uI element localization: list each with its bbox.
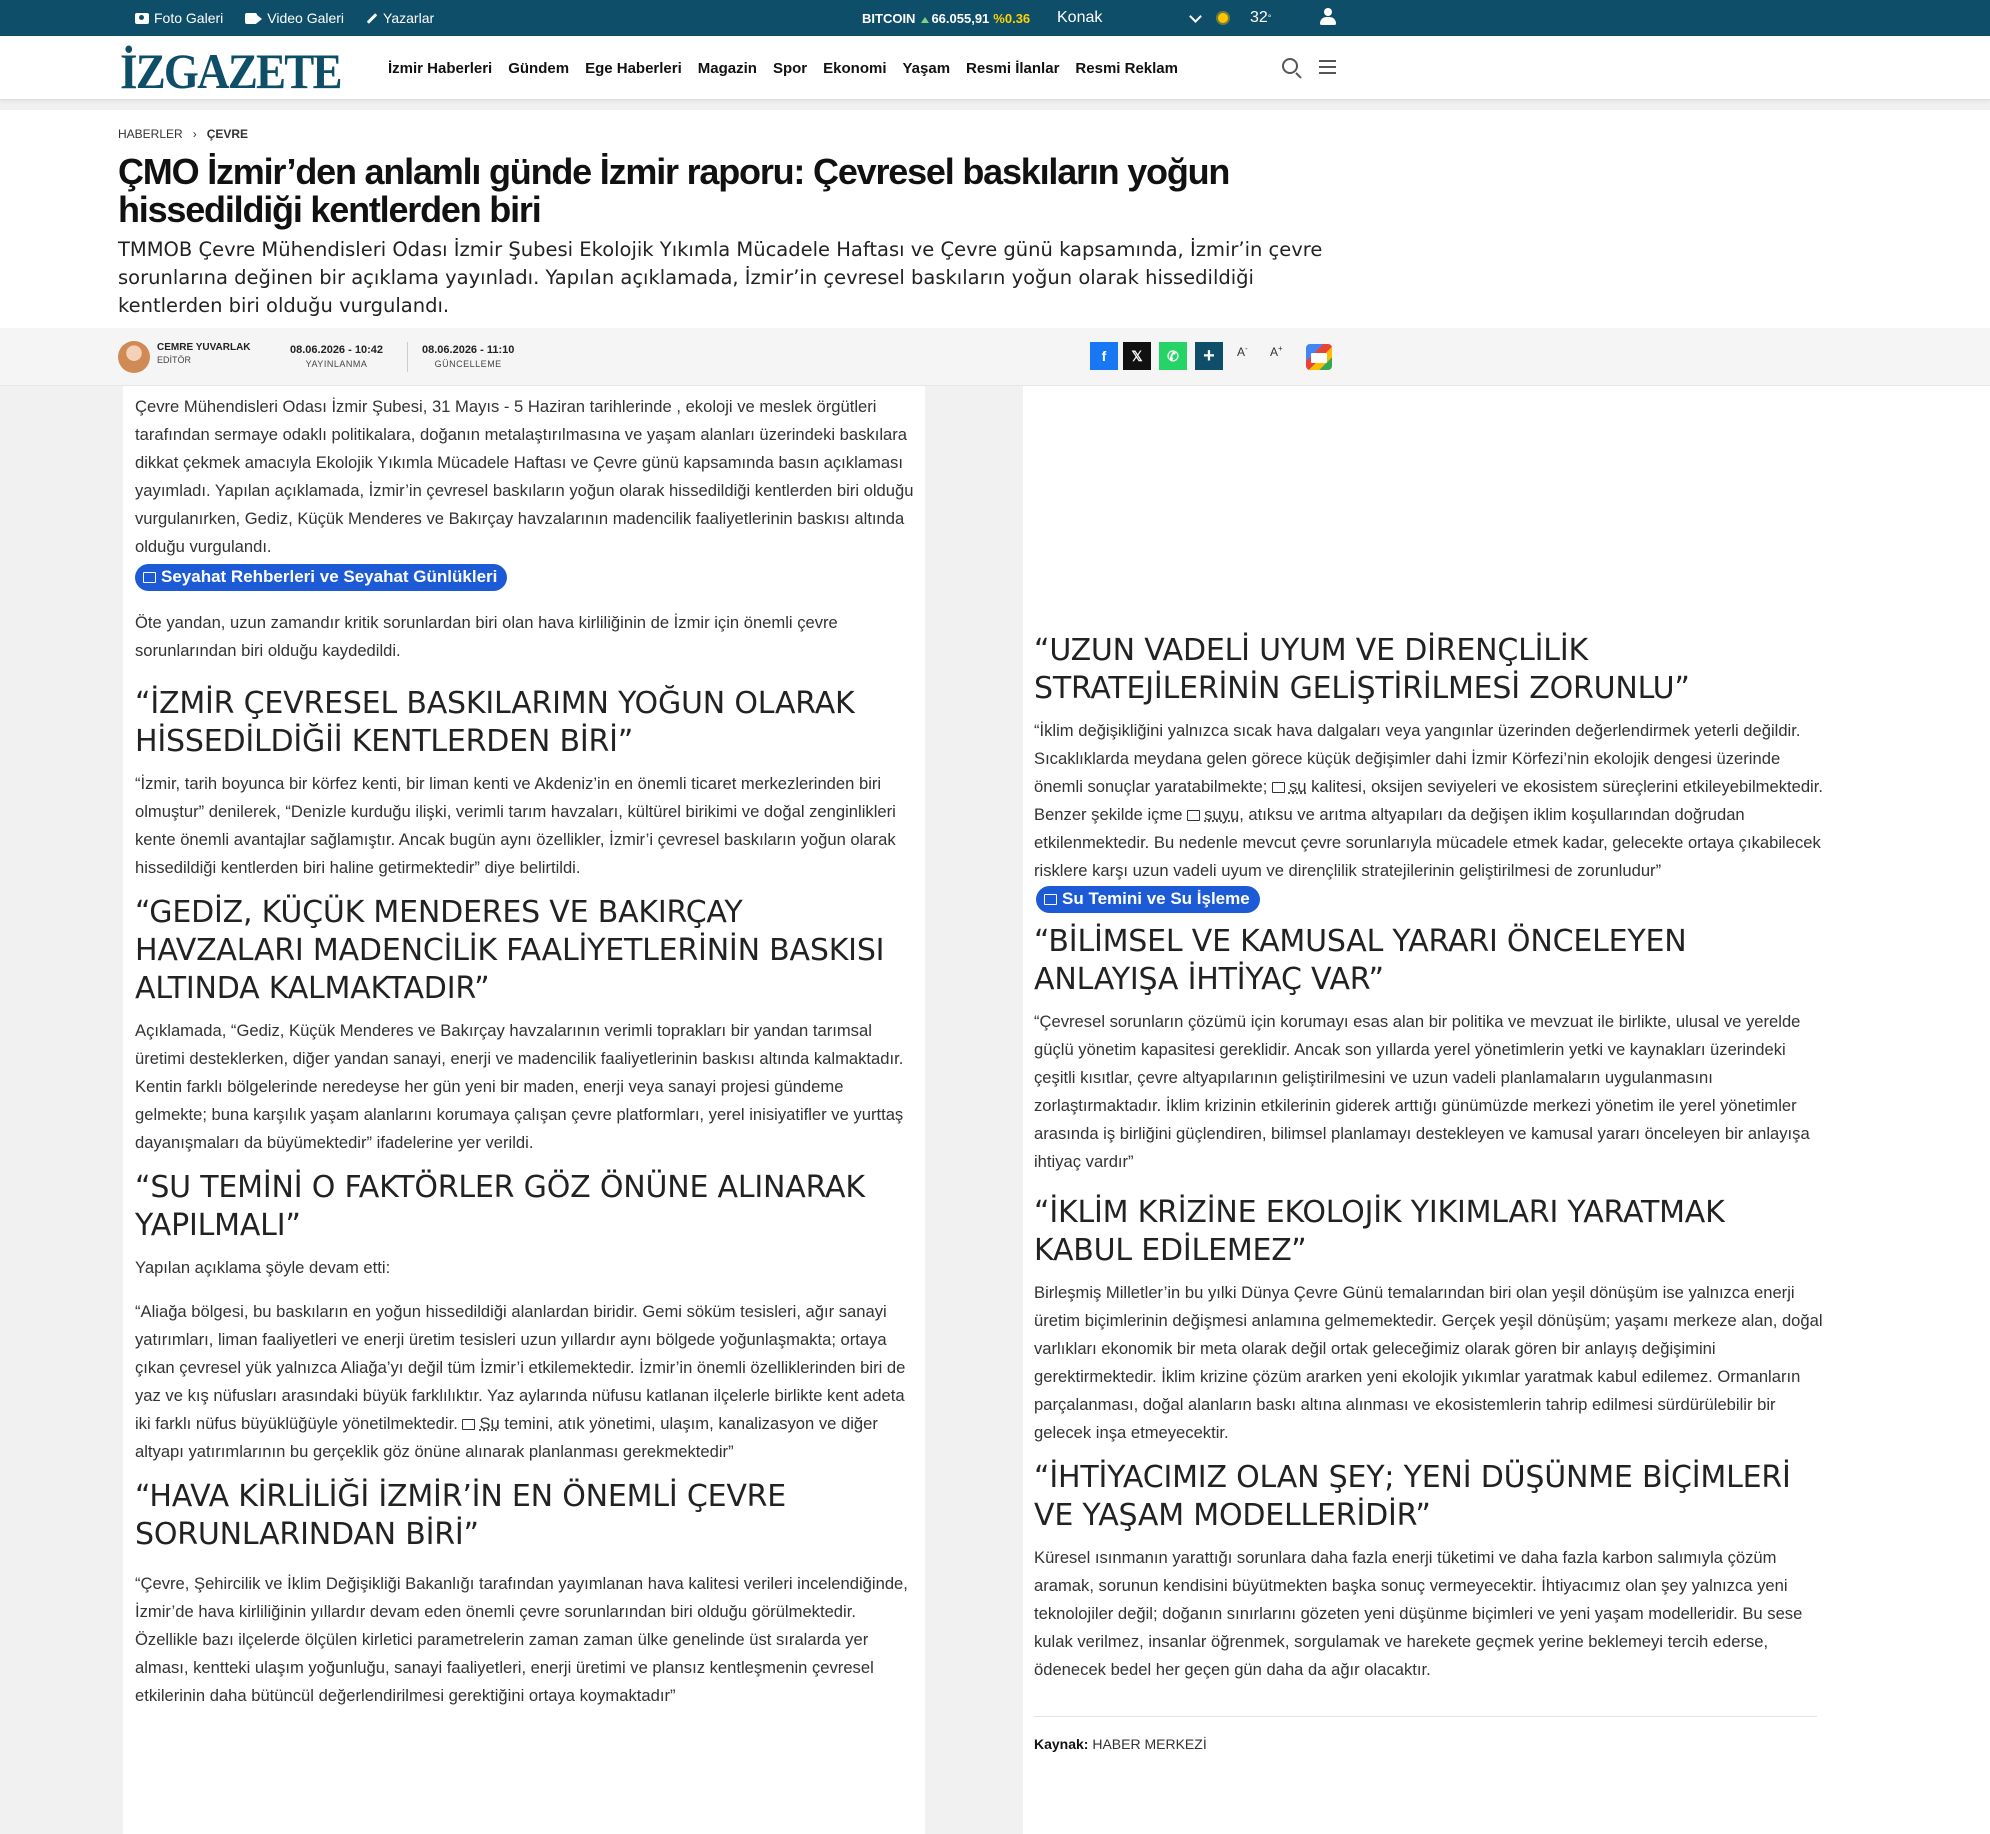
published-date: 08.06.2026 - 10:42 YAYINLANMA: [290, 344, 383, 369]
hamburger-menu-icon[interactable]: [1319, 60, 1336, 74]
nav-gundem[interactable]: Gündem: [508, 59, 570, 77]
breadcrumb-separator: ›: [192, 127, 197, 141]
temperature: 32 °: [1250, 9, 1272, 26]
nav-magazin[interactable]: Magazin: [697, 59, 757, 77]
section-heading: “İHTİYACIMIZ OLAN ŞEY; YENİ DÜŞÜNME BİÇİMLERİ VE YAŞAM MODELLERİDİR”: [1034, 1460, 1791, 1533]
published-label: YAYINLANMA: [305, 359, 368, 369]
inline-link-su[interactable]: Su: [479, 1414, 500, 1433]
paragraph: “Aliağa bölgesi, bu baskıların en yoğun hissedildiği alanlardan biridir. Gemi söküm tesisleri, ağır sanayi yatırımları, liman faaliyetleri ve enerji üretim tesisleri uzun yıllardır aynı bölgede yoğunlaşmakta; ortaya çıkan çevresel yük yalnızca Aliağa’yı değil tüm İzmir’i etkilemektedir. İzmir’in önemli özelliklerinden biri de yaz ve kış nüfusları arasındaki büyük farklılıktır. Yaz aylarında nüfusu katlanan ilçelerle birlikte kent adeta iki farklı nüfus büyüklüğüyle yönetilmektedir. Su temini, atık yönetimi, ulaşım, kanalizasyon ve diğer altyapı yatırımlarının bu gerçeklik göz önüne alınarak planlanması gerekmektedir”: [135, 1302, 906, 1461]
nav-izmir-haberleri[interactable]: İzmir Haberleri: [388, 59, 493, 77]
plus-icon: +: [1203, 344, 1215, 367]
top-links: [135, 0, 434, 36]
article-spot: TMMOB Çevre Mühendisleri Odası İzmir Şubesi Ekolojik Yıkımla Mücadele Haftası ve Çevre günü kapsamında, İzmir’in çevre sorunlarına değinen bir açıklama yayınladı. Yapılan açıklamada, İzmir’in çevresel baskıların yoğun olarak hissedildiği kentlerden biri olduğu vurgulandı.: [118, 238, 1323, 317]
market-ticker[interactable]: [862, 0, 1030, 36]
article-title: ÇMO İzmir’den anlamlı günde İzmir raporu: Çevresel baskıların yoğun hissedildiği kentlerden biri: [118, 151, 1230, 230]
paragraph: Çevre Mühendisleri Odası İzmir Şubesi, 31 Mayıs - 5 Haziran tarihlerinde , ekoloji ve meslek örgütleri tarafından sermaye odaklı politikalara, doğanın metalaştırılmasına ve yaşam alanları üzerindeki baskılara dikkat çekmek amacıyla Ekolojik Yıkımla Mücadele Haftası ve Çevre günü kapsamında basın açıklaması yayımladı. Yapılan açıklamada, İzmir’in çevresel baskıların yoğun olarak hissedildiği kentlerden biri olduğu vurgulanırken, Gediz, Küçük Menderes ve Bakırçay havzalarının madencilik faaliyetlerinin baskısı altında olduğu vurgulandı.: [135, 397, 914, 556]
inline-link-suyu[interactable]: suyu: [1204, 805, 1240, 824]
sun-icon: [1218, 13, 1228, 23]
source-label: Kaynak:: [1034, 1736, 1089, 1752]
article-source: [1034, 1736, 1207, 1752]
paragraph: “Çevresel sorunların çözümü için korumayı esas alan bir politika ve mevzuat ile birlikte, ulusal ve yerelde güçlü yönetim kapasitesi gereklidir. Ancak son yıllarda yerel yönetimlerin yetki ve kaynakları üzerindeki çeşitli kısıtlar, çevre altyapılarının geliştirilmesini ve uzun vadeli planlamaların uygulanmasını zorlaştırmaktadır. İklim krizinin etkilerinin giderek arttığı günümüzde merkezi yönetim ile yerel yönetimler arasında iş birliğini güçlendiren, bilimsel planlamayı destekleyen ve kamusal yararı önceleyen bir anlayışa ihtiyaç vardır”: [1034, 1012, 1810, 1171]
market-name: BITCOIN: [862, 10, 916, 26]
paragraph: “İzmir, tarih boyunca bir körfez kenti, bir liman kenti ve Akdeniz’in en önemli ticaret merkezlerinden biri olmuştur” denilerek, “Denizle kurduğu ilişki, verimli tarım havzaları, kültürel birikimi ve doğal zenginlikleri kente önemli avantajlar sağlamıştır. Ancak bugün aynı özellikler, İzmir’i çevresel baskıların yoğun olarak hissedildiği kentlerden biri haline getirmektedir” diye belirtildi.: [135, 774, 896, 877]
nav-spor[interactable]: Spor: [772, 59, 808, 77]
nav-resmi-ilanlar[interactable]: Resmi İlanlar: [966, 59, 1060, 77]
main-nav: [388, 36, 1178, 100]
paragraph: Öte yandan, uzun zamandır kritik sorunlardan biri olan hava kirliliğinin de İzmir için önemli çevre sorunlarından biri olduğu kaydedildi.: [135, 613, 838, 660]
article-meta-bar: [0, 328, 1990, 386]
breadcrumb-category[interactable]: ÇEVRE: [206, 127, 249, 141]
paragraph: Yapılan açıklama şöyle devam etti:: [135, 1258, 391, 1277]
chevron-down-icon[interactable]: [1189, 10, 1202, 23]
document-icon: [1272, 782, 1285, 793]
paragraph: Birleşmiş Milletler’in bu yılki Dünya Çevre Günü temalarından biri olan yeşil dönüşüm ise yalnızca enerji üretim biçimlerinin değişmesi anlamına gelmemektedir. Gerçek yeşil dönüşüm; yaşamı merkeze alan, doğal varlıkları ekonomik bir meta olarak değil ortak geleceğimiz olarak gören bir anlayış değişimini gerektirmektedir. İklim krizine çözüm ararken yeni ekolojik yıkımlar yaratmak kabul edilemez. Ormanların parçalanması, doğal alanların baskı altına alınması ve ekosistemlerin tahrip edilmesi sürdürülebilir bir gelecek inşa etmeyecektir.: [1034, 1283, 1823, 1442]
pen-icon: [367, 13, 378, 24]
author-avatar[interactable]: [118, 341, 150, 373]
document-icon: [143, 572, 156, 583]
divider: [1034, 1716, 1817, 1717]
yazarlar-link[interactable]: Yazarlar: [366, 10, 434, 26]
facebook-icon: f: [1101, 348, 1107, 364]
market-value: 66.055,91: [919, 11, 989, 26]
author-name: CEMRE YUVARLAK: [157, 342, 251, 353]
document-icon: [1187, 810, 1200, 821]
top-bar: [0, 0, 1990, 36]
nav-ekonomi[interactable]: Ekonomi: [823, 59, 887, 77]
document-icon: [462, 1419, 475, 1430]
x-share-button[interactable]: [1123, 342, 1151, 370]
up-arrow-icon: [921, 17, 929, 23]
section-heading: “UZUN VADELİ UYUM VE DİRENÇLİLİK STRATEJİLERİNİN GELİŞTİRİLMESİ ZORUNLU”: [1034, 633, 1690, 706]
whatsapp-share-button[interactable]: [1159, 342, 1187, 370]
section-heading: “İZMİR ÇEVRESEL BASKILARIMN YOĞUN OLARAK HİSSEDİLDİĞİİ KENTLERDEN BİRİ”: [135, 686, 855, 759]
section-heading: “İKLİM KRİZİNE EKOLOJİK YIKIMLARI YARATMAK KABUL EDİLEMEZ”: [1034, 1195, 1725, 1268]
font-decrease-button[interactable]: A-: [1237, 344, 1248, 359]
article-header: [0, 110, 1990, 328]
search-icon[interactable]: [1282, 58, 1298, 74]
author-role: EDİTÖR: [157, 355, 192, 365]
related-link-pill[interactable]: Su Temini ve Su İşleme: [1036, 886, 1260, 913]
left-content: [135, 393, 915, 1710]
updated-date: 08.06.2026 - 11:10 GÜNCELLEME: [422, 344, 515, 369]
facebook-share-button[interactable]: [1090, 342, 1118, 370]
more-share-button[interactable]: [1195, 342, 1223, 370]
source-value: HABER MERKEZİ: [1092, 1736, 1207, 1752]
city-selector[interactable]: Konak: [1057, 9, 1103, 26]
inline-link-su[interactable]: su: [1288, 777, 1307, 796]
nav-resmi-reklam[interactable]: Resmi Reklam: [1075, 59, 1178, 77]
section-heading: “BİLİMSEL VE KAMUSAL YARARI ÖNCELEYEN ANLAYIŞA İHTİYAÇ VAR”: [1034, 924, 1687, 997]
site-header: [0, 36, 1990, 100]
author-info[interactable]: [157, 342, 251, 365]
paragraph: Açıklamada, “Gediz, Küçük Menderes ve Bakırçay havzalarının verimli toprakları bir yandan tarımsal üretimi desteklerken, diğer yandan sanayi, enerji ve madencilik faaliyetlerinin baskısı altında kalmaktadır. Kentin farklı bölgelerinde neredeyse her gün yeni bir maden, enerji veya sanayi projesi gündeme gelmekte; buna karşılık yaşam alanlarını korumaya çalışan çevre platformları, yerel inisiyatifler ve yurttaş dayanışmaları da büyümektedir” ifadelerine yer verildi.: [135, 1021, 904, 1152]
breadcrumb-home[interactable]: HABERLER: [118, 127, 183, 141]
related-link-pill[interactable]: Seyahat Rehberleri ve Seyahat Günlükleri: [135, 564, 507, 591]
video-galeri-link[interactable]: Video Galeri: [245, 10, 344, 26]
x-icon: 𝕏: [1131, 347, 1143, 364]
whatsapp-icon: ✆: [1167, 347, 1179, 364]
section-heading: “HAVA KİRLİLİĞİ İZMİR’İN EN ÖNEMLİ ÇEVRE SORUNLARINDAN BİRİ”: [135, 1479, 787, 1552]
google-news-icon[interactable]: [1306, 344, 1332, 370]
video-icon: [245, 13, 257, 24]
section-heading: “GEDİZ, KÜÇÜK MENDERES VE BAKIRÇAY HAVZALARI MADENCİLİK FAALİYETLERİNİN BASKISI ALTINDA KALMAKTADIR”: [135, 895, 885, 1006]
font-increase-button[interactable]: A+: [1270, 344, 1283, 359]
right-content: [1034, 632, 1824, 1684]
paragraph: “Çevre, Şehircilik ve İklim Değişikliği Bakanlığı tarafından yayımlanan hava kalitesi verileri incelendiğinde, İzmir’de hava kirliliğinin yıllardır devam eden önemli çevre sorunlarından biri olduğu görülmektedir. Özellikle bazı ilçelerde ölçülen kirletici parametrelerin zaman zaman ülke genelinde üst sıralarda yer alması, kentteki ulaşım yoğunluğu, sanayi faaliyetleri, enerji üretimi ve plansız kentleşmenin çevresel etkilerinin daha bütüncül değerlendirilmesi gerektiğini ortaya koymaktadır”: [135, 1574, 908, 1705]
breadcrumb: [118, 127, 248, 141]
foto-galeri-link[interactable]: Foto Galeri: [135, 10, 223, 26]
user-icon[interactable]: [1320, 8, 1336, 26]
nav-ege-haberleri[interactable]: Ege Haberleri: [585, 59, 682, 77]
market-change: %0.36: [993, 10, 1031, 26]
camera-icon: [135, 13, 149, 24]
paragraph: Küresel ısınmanın yarattığı sorunlara daha fazla enerji tüketimi ve daha fazla karbon salımıyla çözüm aramak, sorunun kendisini büyütmekten başka sonuç vermeyecektir. İhtiyacımız olan şey yalnızca yeni teknolojiler değil; doğanın sınırlarını gözeten yeni düşünme biçimleri ve yeni yaşam modelleridir. Bu sese kulak verilmez, insanlar öğrenmek, sorgulamak ve harekete geçmek yerine beklemeyi tercih ederse, ödenecek bedel her geçen gün daha da ağır olacaktır.: [1034, 1548, 1803, 1679]
divider: [407, 342, 408, 372]
section-heading: “SU TEMİNİ O FAKTÖRLER GÖZ ÖNÜNE ALINARAK YAPILMALI”: [135, 1170, 865, 1243]
paragraph: “İklim değişikliğini yalnızca sıcak hava dalgaları veya yangınlar üzerinden değerlendirmek yeterli değildir. Sıcaklıklarda meydana gelen görece küçük değişimler dahi İzmir Körfezi’nin ekolojik dengesi üzerinde önemli sonuçlar yaratabilmekte; su kalitesi, oksijen seviyeleri ve ekosistem süreçlerini etkileyebilmektedir. Benzer şekilde içme suyu, atıksu ve arıtma altyapıları da değişen iklim koşullarından doğrudan etkilenmektedir. Bu nedenle mevcut çevre sorunlarıyla mücadele etmek kadar, gelecekte ortaya çıkabilecek risklere karşı uzun vadeli uyum ve dirençlilik stratejilerinin geliştirilmesi de zorunludur”Su Temini ve Su İşleme: [1034, 717, 1824, 913]
document-icon: [1044, 894, 1057, 905]
updated-label: GÜNCELLEME: [434, 359, 502, 369]
site-logo[interactable]: İZGAZETE: [120, 43, 341, 99]
nav-yasam[interactable]: Yaşam: [902, 59, 951, 77]
